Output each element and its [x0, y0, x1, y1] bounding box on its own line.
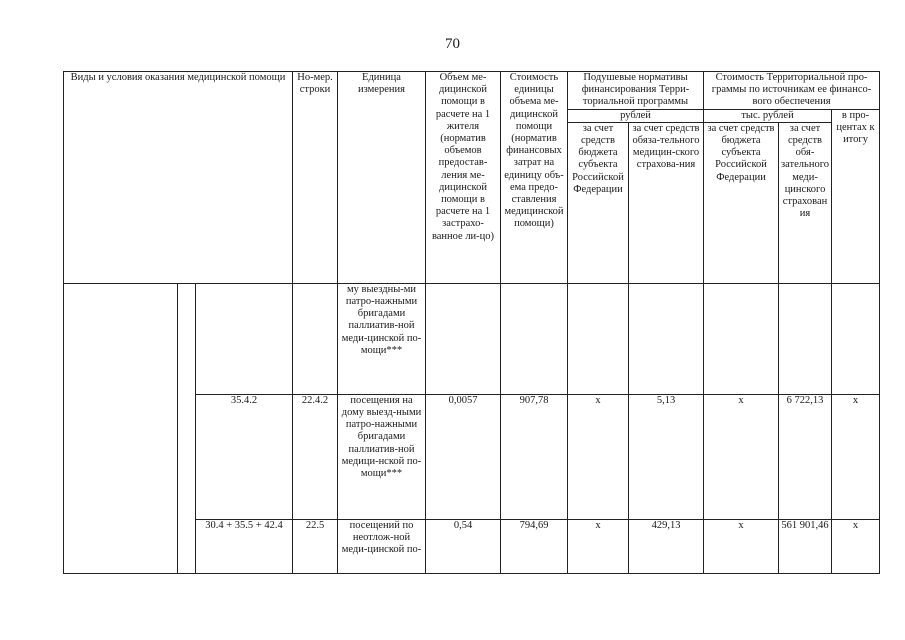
header-program-cost-group: Стоимость Территориальной про-граммы по источникам ее финансо-вого обеспечения: [704, 72, 880, 110]
per-capita-oms-cell: [629, 283, 704, 394]
code-cell: 35.4.2: [196, 394, 293, 519]
per-capita-budget-cell: [568, 283, 629, 394]
cost-budget-cell: x: [704, 394, 779, 519]
cost-budget-cell: x: [704, 519, 779, 573]
header-per-capita-oms: за счет средств обяза-тельного медицин-ского страхова-ния: [629, 122, 704, 283]
volume-cell: 0,54: [426, 519, 501, 573]
type-spanning-cell: [64, 283, 178, 573]
cost-percent-cell: x: [832, 394, 880, 519]
row-number-cell: 22.4.2: [293, 394, 338, 519]
cost-oms-cell: [779, 283, 832, 394]
header-cost-oms: за счет средств обя-зательного меди-цинского страхования: [779, 122, 832, 283]
unit-cell: му выездны-ми патро-нажными бригадами паллиатив-ной меди-цинской по-мощи***: [338, 283, 426, 394]
per-capita-oms-cell: 429,13: [629, 519, 704, 573]
code-cell: [196, 283, 293, 394]
row-number-cell: 22.5: [293, 519, 338, 573]
cost-oms-cell: 561 901,46: [779, 519, 832, 573]
per-capita-oms-cell: 5,13: [629, 394, 704, 519]
header-rubles: рублей: [568, 109, 704, 122]
unit-cost-cell: [501, 283, 568, 394]
page-number: 70: [445, 36, 460, 52]
per-capita-budget-cell: x: [568, 519, 629, 573]
cost-budget-cell: [704, 283, 779, 394]
code-cell: 30.4 + 35.5 + 42.4: [196, 519, 293, 573]
table-row: [64, 283, 880, 394]
cost-oms-cell: 6 722,13: [779, 394, 832, 519]
header-per-capita-group: Подушевые нормативы финансирования Терри-ториальной программы: [568, 72, 704, 110]
cost-percent-cell: x: [832, 519, 880, 573]
header-percent: в про-центах к итогу: [832, 109, 880, 283]
type-spanning-cell: [178, 283, 196, 573]
medical-care-table: [63, 71, 880, 574]
header-thousand-rubles: тыс. рублей: [704, 109, 832, 122]
unit-cost-cell: 794,69: [501, 519, 568, 573]
header-type-of-care: Виды и условия оказания медицинской помощи: [64, 72, 293, 284]
header-unit-cost: Стоимость единицы объема ме-дицинской помощи (норматив финансовых затрат на единицу объ-ема предо-ставления медицинской помощи): [501, 72, 568, 284]
header-volume: Объем ме-дицинской помощи в расчете на 1 жителя (норматив объемов предостав-ления ме-дицинской помощи в расчете на 1 застрахо-ванное ли-цо): [426, 72, 501, 284]
header-row-number: Но-мер. строки: [293, 72, 338, 284]
cost-percent-cell: [832, 283, 880, 394]
header-per-capita-budget: за счет средств бюджета субъекта Российской Федерации: [568, 122, 629, 283]
unit-cell: посещения на дому выезд-ными патро-нажными бригадами паллиатив-ной медици-нской по-мощи***: [338, 394, 426, 519]
row-number-cell: [293, 283, 338, 394]
volume-cell: [426, 283, 501, 394]
unit-cost-cell: 907,78: [501, 394, 568, 519]
header-unit: Единица измерения: [338, 72, 426, 284]
header-cost-budget: за счет средств бюджета субъекта Российской Федерации: [704, 122, 779, 283]
volume-cell: 0,0057: [426, 394, 501, 519]
unit-cell: посещений по неотлож-ной меди-цинской по-: [338, 519, 426, 573]
per-capita-budget-cell: x: [568, 394, 629, 519]
